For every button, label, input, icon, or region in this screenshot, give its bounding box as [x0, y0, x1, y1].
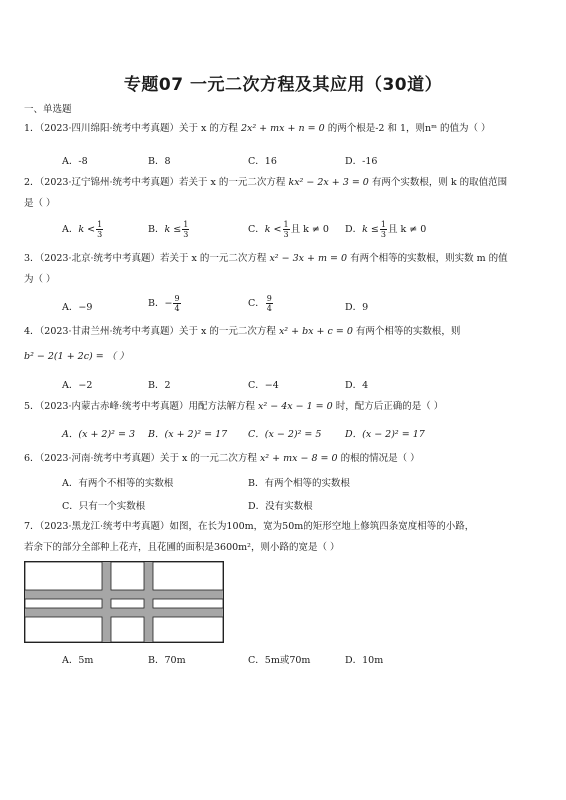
question-4 — [24, 325, 460, 338]
question-2 — [24, 176, 507, 189]
q4-option-c: C．−4 — [248, 380, 279, 391]
q5-suffix: 时，配方后正确的是（ ） — [332, 401, 444, 412]
q2-option-d-fraction — [380, 220, 387, 239]
q2-option-d — [345, 220, 426, 239]
q7-option-a: A．5m — [62, 655, 94, 666]
question-6 — [24, 452, 420, 465]
q1-option-b: B．8 — [148, 156, 171, 167]
q4-prefix: 4．（2023·甘肃兰州·统考中考真题）关于 x 的一元二次方程 — [24, 326, 279, 337]
q2-option-a-fraction — [96, 220, 103, 239]
q6-prefix: 6．（2023·河南·统考中考真题）关于 x 的一元二次方程 — [24, 453, 260, 464]
q4-option-a: A．−2 — [62, 380, 93, 391]
q5-option-b: B．(x + 2)² = 17 — [148, 429, 228, 440]
q4-option-d: D．4 — [345, 380, 369, 391]
q3-option-b-label: B． — [148, 298, 165, 309]
q2-option-a — [62, 220, 104, 239]
q3-option-b — [148, 294, 182, 313]
section-heading: 一、单选题 — [24, 104, 72, 115]
q3-option-a — [62, 299, 92, 313]
q5-equation: x² − 4x − 1 = 0 — [258, 401, 333, 412]
q3-option-b-fraction — [173, 294, 180, 313]
q6-option-b: B．有两个相等的实数根 — [248, 478, 350, 489]
q3-option-c-den: 4 — [266, 304, 272, 313]
q3-option-c-fraction — [266, 294, 273, 313]
q1-option-c: C．16 — [248, 156, 277, 167]
q4-suffix: 有两个相等的实数根，则 — [352, 326, 461, 337]
q3-option-c-num: 9 — [266, 294, 272, 303]
path-vertical-right — [144, 562, 153, 642]
q6-suffix: 的根的情况是（ ） — [337, 453, 420, 464]
q2-option-b — [148, 220, 190, 239]
q3-option-c — [248, 294, 274, 313]
garden-paths-figure — [24, 561, 224, 643]
q3-option-c-label: C． — [248, 298, 265, 309]
q2-option-b-den: 3 — [183, 230, 189, 239]
q7-option-c: C．5m或70m — [248, 655, 311, 666]
q5-prefix: 5．（2023·内蒙古赤峰·统考中考真题）用配方法解方程 — [24, 401, 259, 412]
q2-option-c-fraction — [283, 220, 290, 239]
q2-option-c-num: 1 — [283, 220, 289, 229]
q3-option-d-label: D． — [345, 302, 363, 313]
q7-option-d: D．10m — [345, 655, 384, 666]
q2-option-c-post: 且 k ≠ 0 — [290, 224, 329, 235]
q6-equation: x² + mx − 8 = 0 — [259, 453, 338, 464]
q2-option-c — [248, 220, 329, 239]
q2-option-a-den: 3 — [97, 230, 103, 239]
q4-line2: b² − 2(1 + 2c) = （ ） — [24, 351, 129, 362]
q1-equation: 2x² + mx + n = 0 — [240, 123, 325, 134]
q2-option-b-pre: k ≤ — [164, 224, 182, 235]
q3-option-b-num: 9 — [174, 294, 180, 303]
q2-option-d-num: 1 — [380, 220, 386, 229]
question-7-line1: 7．（2023·黑龙江·统考中考真题）如图，在长为100m，宽为50m的矩形空地上修筑四条宽度相等的小路， — [24, 521, 475, 532]
question-3 — [24, 252, 508, 265]
q2-prefix: 2．（2023·辽宁锦州·统考中考真题）若关于 x 的一元二次方程 — [24, 177, 289, 188]
q4-equation: x² + bx + c = 0 — [278, 326, 353, 337]
question-7-line2: 若余下的部分全部种上花卉，且花圃的面积是3600m²，则小路的宽是（ ） — [24, 542, 340, 553]
page-title: 专题07 一元二次方程及其应用（30道） — [123, 75, 443, 95]
q5-option-c: C．(x − 2)² = 5 — [248, 429, 322, 440]
q3-option-d-value: 9 — [362, 302, 369, 313]
q2-option-b-num: 1 — [183, 220, 189, 229]
q1-suffix: 的两个根是-2 和 1，则nᵐ 的值为（ ） — [324, 123, 491, 134]
q3-option-b-den: 4 — [174, 304, 180, 313]
q3-line2: 为（ ） — [24, 274, 56, 285]
q2-option-d-label: D． — [345, 224, 363, 235]
q6-option-d: D．没有实数根 — [248, 501, 313, 512]
q5-option-a: A．(x + 2)² = 3 — [62, 429, 136, 440]
q2-line2: 是（ ） — [24, 198, 56, 209]
q2-option-b-label: B． — [148, 224, 165, 235]
q3-equation: x² − 3x + m = 0 — [269, 253, 348, 264]
q3-option-d — [345, 299, 368, 313]
q6-option-a: A．有两个不相等的实数根 — [62, 478, 174, 489]
q6-option-c: C．只有一个实数根 — [62, 501, 146, 512]
q2-option-a-num: 1 — [97, 220, 103, 229]
q2-option-d-pre: k ≤ — [362, 224, 379, 235]
question-5 — [24, 400, 443, 413]
q2-option-d-den: 3 — [380, 230, 386, 239]
q2-option-c-label: C． — [248, 224, 265, 235]
path-horizontal-top — [25, 590, 223, 599]
q4-option-b: B．2 — [148, 380, 171, 391]
q3-suffix: 有两个相等的实数根，则实数 m 的值 — [347, 253, 508, 264]
q2-option-a-label: A． — [62, 224, 79, 235]
q2-suffix: 有两个实数根，则 k 的取值范围 — [368, 177, 508, 188]
q1-option-a: A．-8 — [62, 156, 88, 167]
field-rectangle — [25, 562, 224, 643]
q2-option-b-fraction — [182, 220, 189, 239]
q2-equation: kx² − 2x + 3 = 0 — [288, 177, 369, 188]
q3-option-a-label: A． — [62, 302, 79, 313]
path-vertical-left — [102, 562, 111, 642]
q3-option-b-sign: − — [164, 298, 173, 309]
q2-option-a-pre: k < — [78, 224, 96, 235]
q2-option-c-den: 3 — [283, 230, 289, 239]
q3-option-a-value: −9 — [78, 302, 93, 313]
path-horizontal-bottom — [25, 608, 223, 617]
q2-option-d-post: 且 k ≠ 0 — [387, 224, 427, 235]
q7-option-b: B．70m — [148, 655, 186, 666]
q5-option-d: D．(x − 2)² = 17 — [345, 429, 425, 440]
q1-option-d: D．-16 — [345, 156, 378, 167]
q1-prefix: 1．（2023·四川绵阳·统考中考真题）关于 x 的方程 — [24, 123, 241, 134]
question-1 — [24, 122, 491, 135]
q3-prefix: 3．（2023·北京·统考中考真题）若关于 x 的一元二次方程 — [24, 253, 270, 264]
q2-option-c-pre: k < — [264, 224, 282, 235]
